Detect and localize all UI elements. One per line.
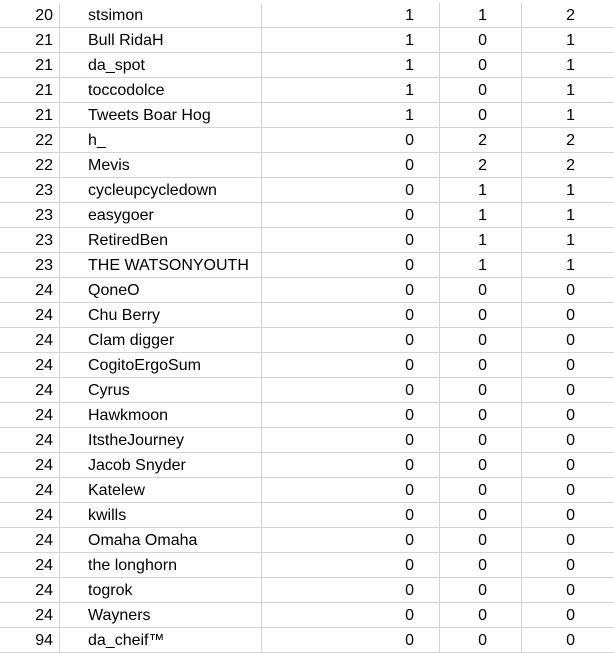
value-cell-2[interactable]: 0 — [440, 303, 522, 327]
value-cell-1[interactable]: 0 — [262, 128, 440, 152]
value-cell-2[interactable]: 2 — [440, 153, 522, 177]
table-row — [0, 78, 614, 103]
rank-cell[interactable]: 24 — [0, 553, 60, 577]
value-cell-2[interactable]: 0 — [440, 578, 522, 602]
value-cell-1[interactable]: 0 — [262, 303, 440, 327]
table-row — [0, 3, 614, 28]
value-cell-2[interactable]: 0 — [440, 78, 522, 102]
rank-cell[interactable]: 21 — [0, 53, 60, 77]
value-cell-1[interactable]: 0 — [262, 178, 440, 202]
table-row — [0, 228, 614, 253]
rank-cell[interactable]: 23 — [0, 228, 60, 252]
rank-cell[interactable]: 21 — [0, 103, 60, 127]
rank-cell[interactable]: 24 — [0, 353, 60, 377]
name-cell[interactable]: togrok — [60, 578, 262, 602]
name-cell[interactable]: kwills — [60, 503, 262, 527]
table-row — [0, 253, 614, 278]
table-row — [0, 278, 614, 303]
value-cell-3[interactable]: 0 — [566, 557, 575, 574]
value-cell-1[interactable]: 0 — [262, 328, 440, 352]
table-row — [0, 628, 614, 653]
value-cell-2[interactable]: 0 — [440, 403, 522, 427]
name-cell[interactable]: Omaha Omaha — [60, 528, 262, 552]
name-cell[interactable]: ItstheJourney — [60, 428, 262, 452]
rank-cell[interactable]: 24 — [0, 328, 60, 352]
value-cell-3[interactable]: 1 — [566, 32, 575, 49]
name-cell[interactable]: Clam digger — [60, 328, 262, 352]
value-cell-1[interactable]: 0 — [262, 628, 440, 652]
value-cell-2[interactable]: 0 — [440, 278, 522, 302]
value-cell-2[interactable]: 0 — [440, 28, 522, 52]
value-cell-1[interactable]: 0 — [262, 603, 440, 627]
table-row — [0, 528, 614, 553]
value-cell-2[interactable]: 0 — [440, 553, 522, 577]
value-cell-2[interactable]: 0 — [440, 378, 522, 402]
value-cell-1[interactable]: 0 — [262, 378, 440, 402]
rank-cell[interactable]: 23 — [0, 203, 60, 227]
table-row — [0, 453, 614, 478]
rank-cell[interactable]: 21 — [0, 28, 60, 52]
table-row — [0, 53, 614, 78]
value-cell-2[interactable]: 0 — [440, 503, 522, 527]
value-cell-2[interactable]: 0 — [440, 453, 522, 477]
name-cell[interactable]: CogitoErgoSum — [60, 353, 262, 377]
table-row — [0, 403, 614, 428]
value-cell-3[interactable]: 2 — [566, 157, 575, 174]
name-cell[interactable]: h_ — [60, 128, 262, 152]
value-cell-2[interactable]: 1 — [440, 3, 522, 27]
value-cell-1[interactable]: 0 — [262, 478, 440, 502]
name-cell[interactable]: Wayners — [60, 603, 262, 627]
value-cell-2[interactable]: 0 — [440, 428, 522, 452]
table-row — [0, 578, 614, 603]
rank-cell[interactable]: 22 — [0, 128, 60, 152]
value-cell-2[interactable]: 1 — [440, 253, 522, 277]
rank-cell[interactable]: 21 — [0, 78, 60, 102]
value-cell-3[interactable]: 0 — [566, 632, 575, 649]
name-cell[interactable]: Tweets Boar Hog — [60, 103, 262, 127]
value-cell-1[interactable]: 0 — [262, 253, 440, 277]
name-cell[interactable]: Hawkmoon — [60, 403, 262, 427]
rank-cell[interactable]: 24 — [0, 378, 60, 402]
value-cell-2[interactable]: 1 — [440, 203, 522, 227]
value-cell-1[interactable]: 0 — [262, 503, 440, 527]
value-cell-1[interactable]: 0 — [262, 553, 440, 577]
rank-cell[interactable]: 24 — [0, 603, 60, 627]
name-cell[interactable]: da_spot — [60, 53, 262, 77]
table-row — [0, 428, 614, 453]
table-row — [0, 503, 614, 528]
value-cell-1[interactable]: 1 — [262, 53, 440, 77]
value-cell-1[interactable]: 0 — [262, 153, 440, 177]
value-cell-1[interactable]: 1 — [262, 3, 440, 27]
name-cell[interactable]: Katelew — [60, 478, 262, 502]
value-cell-1[interactable]: 1 — [262, 78, 440, 102]
value-cell-3[interactable]: 1 — [566, 257, 575, 274]
rank-cell[interactable]: 24 — [0, 578, 60, 602]
table-row — [0, 603, 614, 628]
value-cell-2[interactable]: 0 — [440, 628, 522, 652]
value-cell-1[interactable]: 0 — [262, 278, 440, 302]
value-cell-1[interactable]: 0 — [262, 353, 440, 377]
value-cell-3[interactable]: 1 — [566, 107, 575, 124]
name-cell[interactable]: Bull RidaH — [60, 28, 262, 52]
value-cell-1[interactable]: 0 — [262, 578, 440, 602]
table-row — [0, 353, 614, 378]
value-cell-2[interactable]: 0 — [440, 528, 522, 552]
rank-cell[interactable]: 20 — [0, 3, 60, 27]
value-cell-3[interactable]: 0 — [566, 357, 575, 374]
value-cell-3[interactable]: 0 — [566, 482, 575, 499]
name-cell[interactable]: QoneO — [60, 278, 262, 302]
value-cell-1[interactable]: 1 — [262, 28, 440, 52]
value-cell-3[interactable]: 0 — [566, 332, 575, 349]
table-row — [0, 178, 614, 203]
value-cell-3[interactable]: 1 — [566, 207, 575, 224]
rank-cell[interactable]: 24 — [0, 303, 60, 327]
value-cell-3[interactable]: 1 — [566, 232, 575, 249]
rank-cell[interactable]: 24 — [0, 403, 60, 427]
value-cell-3[interactable]: 0 — [566, 457, 575, 474]
rank-cell[interactable]: 24 — [0, 503, 60, 527]
table-row — [0, 203, 614, 228]
rank-cell[interactable]: 22 — [0, 153, 60, 177]
name-cell[interactable]: easygoer — [60, 203, 262, 227]
value-cell-3[interactable]: 0 — [566, 532, 575, 549]
value-cell-3[interactable]: 2 — [566, 7, 575, 24]
value-cell-2[interactable]: 0 — [440, 103, 522, 127]
table-row — [0, 153, 614, 178]
spreadsheet-grid — [0, 3, 614, 653]
value-cell-2[interactable]: 0 — [440, 603, 522, 627]
rank-cell[interactable]: 24 — [0, 478, 60, 502]
name-cell[interactable]: toccodolce — [60, 78, 262, 102]
value-cell-2[interactable]: 0 — [440, 53, 522, 77]
value-cell-1[interactable]: 0 — [262, 228, 440, 252]
value-cell-1[interactable]: 0 — [262, 453, 440, 477]
value-cell-3[interactable]: 0 — [566, 432, 575, 449]
value-cell-3[interactable]: 0 — [566, 582, 575, 599]
value-cell-3[interactable]: 0 — [566, 282, 575, 299]
value-cell-3[interactable]: 0 — [566, 307, 575, 324]
value-cell-1[interactable]: 0 — [262, 403, 440, 427]
value-cell-3[interactable]: 1 — [566, 57, 575, 74]
name-cell[interactable]: cycleupcycledown — [60, 178, 262, 202]
table-row — [0, 328, 614, 353]
rank-cell[interactable]: 24 — [0, 278, 60, 302]
table-row — [0, 103, 614, 128]
value-cell-1[interactable]: 0 — [262, 528, 440, 552]
rank-cell[interactable]: 24 — [0, 528, 60, 552]
value-cell-3[interactable]: 0 — [566, 407, 575, 424]
value-cell-1[interactable]: 0 — [262, 203, 440, 227]
name-cell[interactable]: RetiredBen — [60, 228, 262, 252]
rank-cell[interactable]: 24 — [0, 453, 60, 477]
table-row — [0, 28, 614, 53]
value-cell-2[interactable]: 0 — [440, 328, 522, 352]
table-row — [0, 303, 614, 328]
value-cell-3[interactable]: 0 — [566, 382, 575, 399]
value-cell-3[interactable]: 1 — [566, 82, 575, 99]
name-cell[interactable]: the longhorn — [60, 553, 262, 577]
value-cell-3[interactable]: 1 — [566, 182, 575, 199]
rank-cell[interactable]: 24 — [0, 428, 60, 452]
value-cell-2[interactable]: 1 — [440, 228, 522, 252]
value-cell-3[interactable]: 2 — [566, 132, 575, 149]
value-cell-2[interactable]: 1 — [440, 178, 522, 202]
name-cell[interactable]: THE WATSONYOUTH — [60, 253, 262, 277]
table-row — [0, 478, 614, 503]
value-cell-3[interactable]: 0 — [566, 507, 575, 524]
name-cell[interactable]: Chu Berry — [60, 303, 262, 327]
name-cell[interactable]: Mevis — [60, 153, 262, 177]
name-cell[interactable]: Jacob Snyder — [60, 453, 262, 477]
value-cell-3[interactable]: 0 — [566, 607, 575, 624]
rank-cell[interactable]: 94 — [0, 628, 60, 652]
value-cell-2[interactable]: 0 — [440, 353, 522, 377]
name-cell[interactable]: da_cheif™ — [60, 628, 262, 652]
value-cell-2[interactable]: 2 — [440, 128, 522, 152]
value-cell-2[interactable]: 0 — [440, 478, 522, 502]
table-row — [0, 553, 614, 578]
table-row — [0, 378, 614, 403]
rank-cell[interactable]: 23 — [0, 178, 60, 202]
name-cell[interactable]: Cyrus — [60, 378, 262, 402]
value-cell-1[interactable]: 0 — [262, 428, 440, 452]
value-cell-1[interactable]: 1 — [262, 103, 440, 127]
name-cell[interactable]: stsimon — [60, 3, 262, 27]
rank-cell[interactable]: 23 — [0, 253, 60, 277]
table-row — [0, 128, 614, 153]
